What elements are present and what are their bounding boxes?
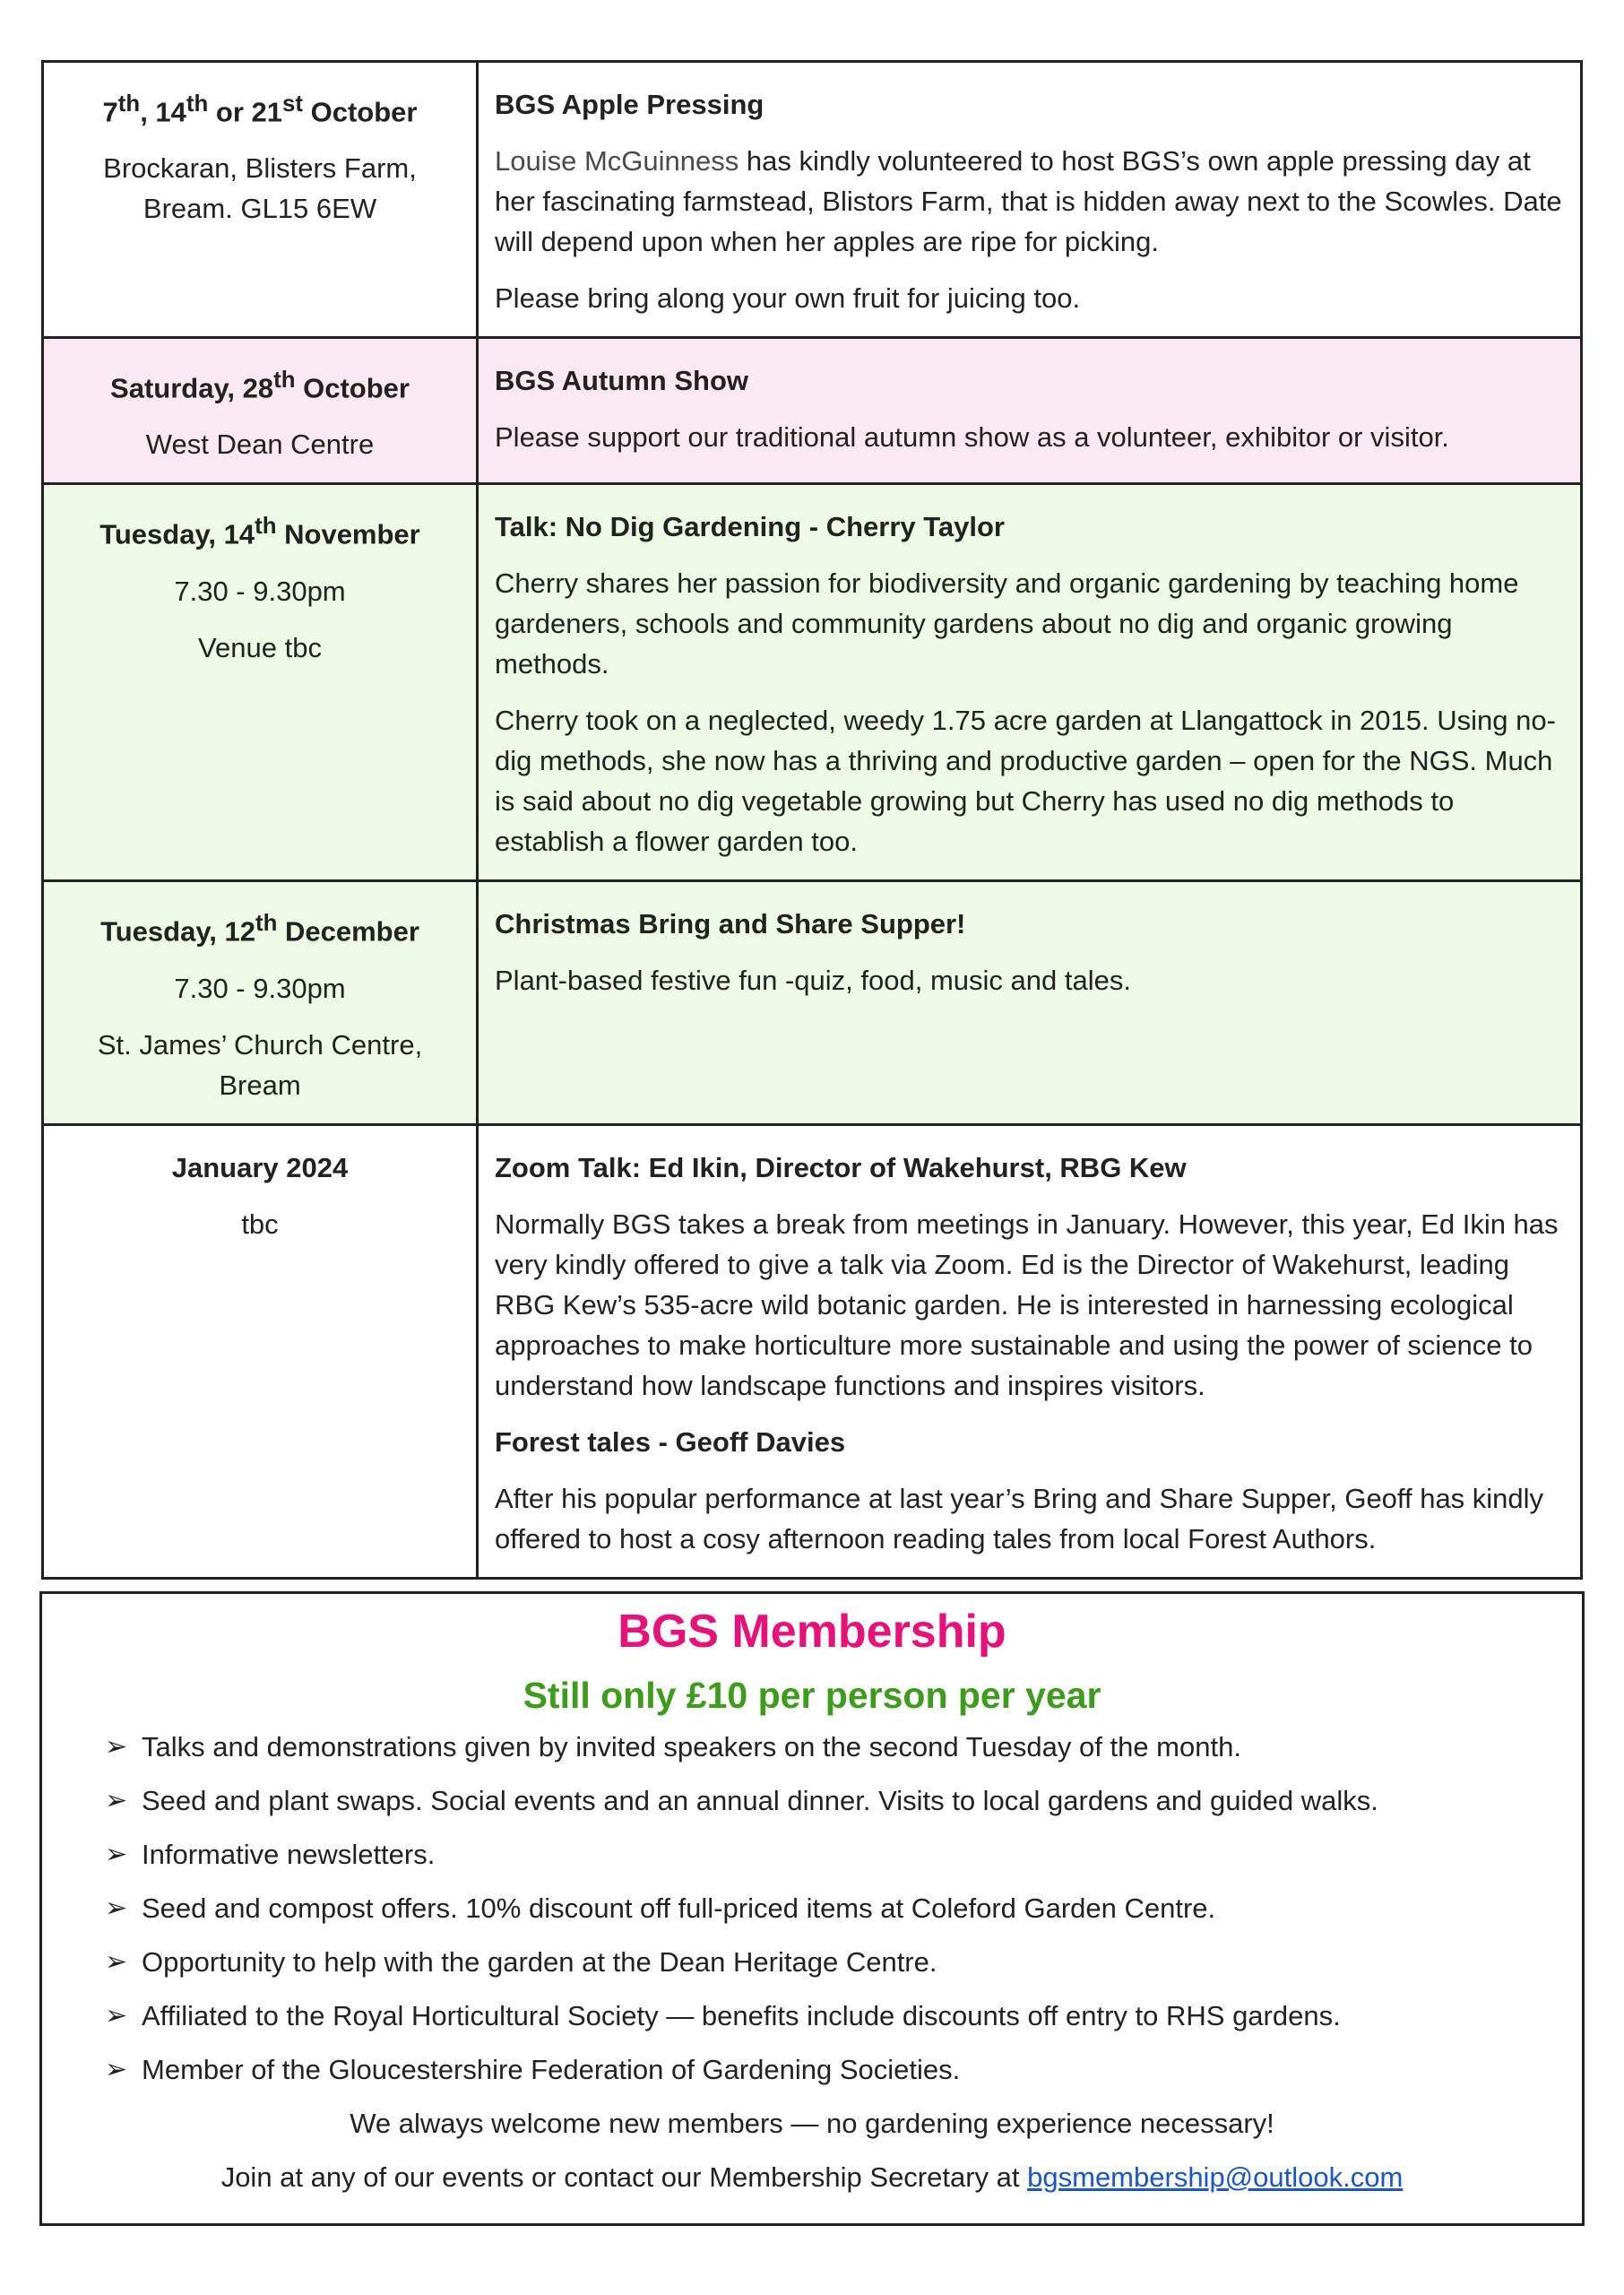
event-row bbox=[43, 1124, 1582, 1578]
arrowhead-right-icon: ➢ bbox=[105, 1947, 128, 1977]
membership-benefit-text: Talks and demonstrations given by invited speakers on the second Tuesday of the month. bbox=[142, 1731, 1241, 1762]
host-name: Louise McGuinness bbox=[495, 145, 739, 177]
event-date bbox=[58, 84, 462, 132]
event-date-text: 7 bbox=[102, 96, 118, 128]
membership-join bbox=[42, 2157, 1582, 2197]
arrowhead-right-icon: ➢ bbox=[105, 1893, 128, 1923]
event-title: Christmas Bring and Share Supper! bbox=[495, 908, 966, 940]
event-time-or-venue: Venue tbc bbox=[198, 631, 322, 663]
event-details-cell bbox=[478, 484, 1582, 881]
membership-benefit bbox=[105, 1996, 1582, 2036]
event-date-ordinal: th bbox=[117, 91, 141, 117]
event-description bbox=[495, 960, 1564, 1000]
event-details-cell bbox=[478, 338, 1582, 484]
event-details-cell bbox=[478, 1124, 1582, 1578]
event-date-text: Tuesday, 14 bbox=[99, 518, 255, 550]
event-description-text: Normally BGS takes a break from meetings in January. However, this year, Ed Ikin has very kindly offered to give a talk via Zoom. Ed is the Director of Wakehurst, leading RBG Kew’s 535-acre wild botanic garden. He is interested in harnessing ecological approaches to make horticulture more sustainable and using the power of science to understand how landscape functions and inspires visitors. bbox=[495, 1208, 1559, 1401]
event-date-ordinal: th bbox=[186, 91, 209, 117]
membership-benefit bbox=[105, 1834, 1582, 1875]
event-description-text: Cherry shares her passion for biodiversity and organic gardening by teaching home gardeners, schools and community gardens about no dig and organic growing methods. bbox=[495, 567, 1519, 680]
membership-box bbox=[39, 1591, 1585, 2226]
event-description-text: Plant-based festive fun -quiz, food, music and tales. bbox=[495, 965, 1131, 997]
event-date-text: November bbox=[276, 518, 420, 550]
membership-benefit bbox=[105, 1780, 1582, 1821]
membership-title: BGS Membership bbox=[618, 1606, 1006, 1658]
membership-benefit-text: Affiliated to the Royal Horticultural Society — benefits include discounts off entry to RHS gardens. bbox=[142, 2000, 1341, 2031]
event-time-or-venue: Brockaran, Blisters Farm, Bream. GL15 6EW bbox=[103, 152, 417, 225]
event-details-cell bbox=[478, 881, 1582, 1124]
event-description-text: Cherry took on a neglected, weedy 1.75 acre garden at Llangattock in 2015. Using no-dig methods, she now has a thriving and productive garden – open for the NGS. Much is said about no dig vegetable growing but Cherry has used no dig methods to establish a flower garden too. bbox=[495, 705, 1556, 858]
event-date-text: January 2024 bbox=[171, 1151, 349, 1183]
membership-benefit-text: Seed and plant swaps. Social events and an annual dinner. Visits to local gardens and guided walks. bbox=[142, 1785, 1378, 1816]
event-title: BGS Apple Pressing bbox=[495, 89, 764, 120]
event-date-cell bbox=[43, 338, 478, 484]
membership-welcome: We always welcome new members — no gardening experience necessary! bbox=[350, 2108, 1274, 2139]
event-date-cell bbox=[43, 1124, 478, 1578]
arrowhead-right-icon: ➢ bbox=[105, 1840, 128, 1869]
event-date bbox=[58, 360, 462, 408]
event-date-cell bbox=[43, 484, 478, 881]
event-date-ordinal: st bbox=[282, 91, 303, 117]
event-row bbox=[43, 338, 1582, 484]
membership-benefit bbox=[105, 2049, 1582, 2090]
event-date-ordinal: th bbox=[255, 514, 277, 540]
events-table-body bbox=[43, 62, 1582, 1579]
event-title: Talk: No Dig Gardening - Cherry Taylor bbox=[495, 511, 1005, 543]
event-description bbox=[495, 278, 1564, 318]
membership-join-text: Join at any of our events or contact our Membership Secretary at bbox=[220, 2161, 1028, 2193]
event-date bbox=[58, 507, 462, 554]
event-description-text: Please bring along your own fruit for juicing too. bbox=[495, 282, 1081, 314]
membership-benefit bbox=[105, 1942, 1582, 1982]
event-time-or-venue: St. James’ Church Centre, Bream bbox=[97, 1028, 423, 1101]
event-time-or-venue: 7.30 - 9.30pm bbox=[174, 575, 346, 607]
event-subtitle: Forest tales - Geoff Davies bbox=[495, 1425, 846, 1458]
membership-benefit-text: Seed and compost offers. 10% discount off full-priced items at Coleford Garden Centre. bbox=[142, 1892, 1216, 1924]
membership-subtitle: Still only £10 per person per year bbox=[523, 1675, 1101, 1716]
membership-benefit bbox=[105, 1727, 1582, 1767]
event-description bbox=[495, 141, 1564, 262]
event-row bbox=[43, 484, 1582, 881]
event-description-text: has kindly volunteered to host BGS’s own apple pressing day at her fascinating farmstead, Blistors Farm, that is hidden away next to the Scowles. Date will depend upon when her apples are ripe for picking. bbox=[495, 145, 1562, 257]
event-title: BGS Autumn Show bbox=[495, 365, 748, 396]
event-date-text: October bbox=[295, 372, 410, 404]
event-date-text: Tuesday, 12 bbox=[100, 915, 255, 948]
membership-benefits-list bbox=[42, 1727, 1582, 2090]
event-date-text: Saturday, 28 bbox=[110, 372, 274, 404]
event-date-text: October bbox=[302, 96, 418, 128]
event-date bbox=[58, 904, 462, 951]
membership-benefit-text: Informative newsletters. bbox=[142, 1839, 436, 1870]
arrowhead-right-icon: ➢ bbox=[105, 1732, 128, 1762]
event-date-ordinal: th bbox=[255, 911, 278, 937]
arrowhead-right-icon: ➢ bbox=[105, 1786, 128, 1815]
event-description-text: After his popular performance at last year’s Bring and Share Supper, Geoff has kindly offered to host a cosy afternoon reading tales from local Forest Authors. bbox=[495, 1482, 1544, 1555]
event-description bbox=[495, 1478, 1564, 1559]
event-date-cell bbox=[43, 62, 478, 338]
membership-benefit-text: Member of the Gloucestershire Federation of Gardening Societies. bbox=[142, 2054, 961, 2085]
event-date-cell bbox=[43, 881, 478, 1124]
event-date-text: , 14 bbox=[140, 96, 186, 128]
event-time-or-venue: 7.30 - 9.30pm bbox=[174, 972, 346, 1004]
membership-email-link[interactable]: bgsmembership@outlook.com bbox=[1027, 2161, 1404, 2193]
arrowhead-right-icon: ➢ bbox=[105, 2055, 128, 2084]
event-title: Zoom Talk: Ed Ikin, Director of Wakehurst, RBG Kew bbox=[495, 1151, 1187, 1183]
event-date bbox=[58, 1148, 462, 1188]
event-description bbox=[495, 700, 1564, 862]
event-description bbox=[495, 1204, 1564, 1406]
event-row bbox=[43, 62, 1582, 338]
arrowhead-right-icon: ➢ bbox=[105, 2001, 128, 2031]
event-time-or-venue: tbc bbox=[241, 1208, 279, 1240]
membership-benefit-text: Opportunity to help with the garden at the Dean Heritage Centre. bbox=[142, 1946, 937, 1978]
event-time-or-venue: West Dean Centre bbox=[145, 429, 375, 461]
event-row bbox=[43, 881, 1582, 1124]
events-table bbox=[41, 60, 1583, 1580]
event-date-ordinal: th bbox=[273, 368, 296, 393]
event-description bbox=[495, 563, 1564, 684]
event-description-text: Please support our traditional autumn show as a volunteer, exhibitor or visitor. bbox=[495, 421, 1449, 453]
event-description bbox=[495, 417, 1564, 457]
event-date-text: or 21 bbox=[208, 96, 283, 128]
event-details-cell bbox=[478, 62, 1582, 338]
membership-benefit bbox=[105, 1888, 1582, 1928]
event-date-text: December bbox=[277, 915, 419, 948]
